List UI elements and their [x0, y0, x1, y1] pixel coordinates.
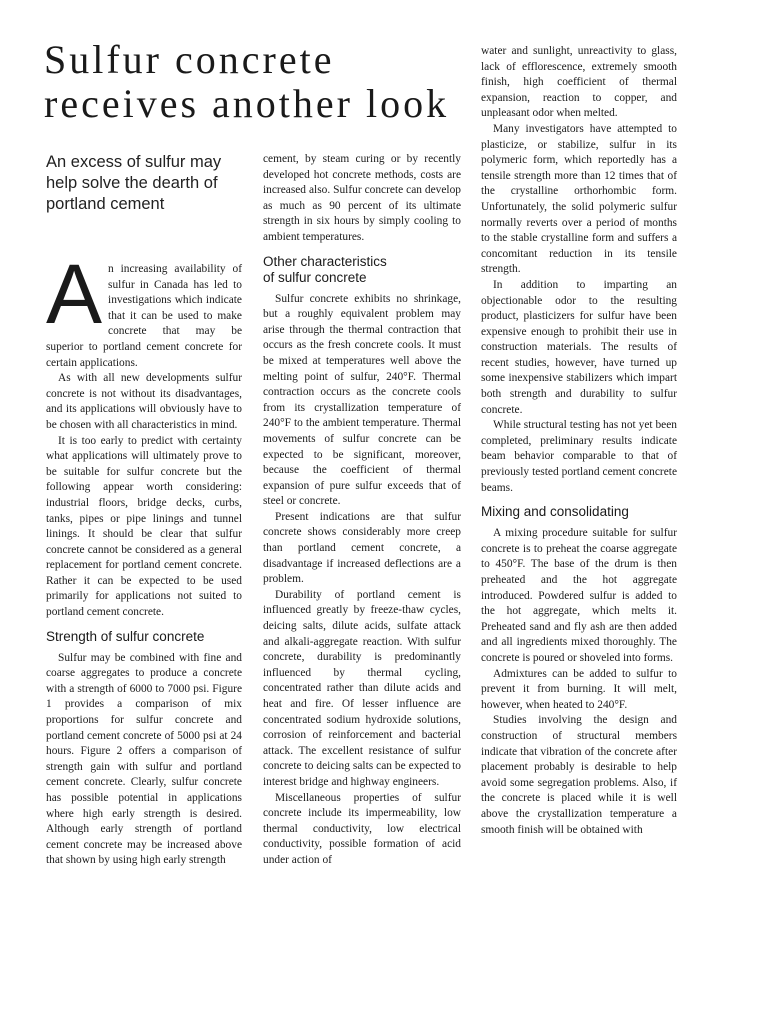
section-heading-strength: Strength of sulfur concrete [46, 628, 205, 644]
intro-paragraph [46, 247, 242, 371]
intro-text: n increasing availability of sulfur in Canada has led to investigations which indicate that it can be used to make concrete that may be superior to portland cement concrete for certain applications. [46, 263, 242, 369]
heading-line: Other characteristics [263, 253, 387, 269]
body-paragraph-continued: water and sunlight, unreactivity to glass, lack of efflorescence, extremely smooth finish, high coefficient of thermal expansion, reaction to copper, and unpleasant odor when melted. [481, 45, 677, 120]
drop-cap: A [46, 247, 103, 341]
column-3 [481, 44, 677, 838]
column-2 [263, 152, 461, 869]
body-paragraph: Studies involving the design and construction of structural members indicate that vibration of the concrete after placement probably is desirable to help avoid some segregation problems. Also, if the concrete is placed while it is well above the crystallization temperature a smooth finish will be obtained with [481, 714, 677, 836]
title-line-1: Sulfur concrete [44, 37, 335, 82]
column-1 [46, 247, 242, 869]
body-paragraph: Admixtures can be added to sulfur to prevent it from burning. It will melt, however, when heated to 240°F. [481, 667, 677, 711]
body-paragraph: It is too early to predict with certainty what applications will ultimately prove to be suitable for sulfur concrete but the following appear worth considering: industrial floors, bridge decks, curbs, tanks, pipes or pipe linings and tunnel linings. It should be clear that sulfur concrete cannot be considered as a general replacement for portland cement concrete. Rather it can be expected to be used primarily for applications not suited to portland cement concrete. [46, 434, 242, 619]
article-title [44, 38, 484, 126]
body-paragraph: Present indications are that sulfur concrete shows considerably more creep than portland cement concrete, a disadvantage if increased deflections are a problem. [263, 510, 461, 586]
body-paragraph: As with all new developments sulfur concrete is not without its disadvantages, and its applications will obviously have to be chosen with all characteristics in mind. [46, 372, 242, 431]
heading-line: of sulfur concrete [263, 269, 367, 285]
body-paragraph: Durability of portland cement is influenced greatly by freeze-thaw cycles, deicing salts, dilute acids, sulfate attack and alkali-aggregate reaction. With sulfur concrete, durability is predominantly influenced by thermal cycling, concentrated rather than dilute acids and heat and fire. Of lesser influence are concentrated sodium hydroxide solutions, corrosion of reinforcement and bacterial attack. The excellent resistance of sulfur concrete to deicing salts can be expected to interest bridge and highway engineers. [263, 588, 461, 788]
section-heading-other [263, 254, 461, 286]
body-paragraph: Many investigators have attempted to plasticize, or stabilize, sulfur in its polymeric form, which reportedly has a tensile strength more than 12 times that of the crystalline orthorhombic form. Unfortunately, the solid polymeric sulfur normally reverts over a period of months to the stable crystalline form and suffers a concomitant reduction in its tensile strength. [481, 122, 677, 276]
title-line-2: receives another look [44, 81, 450, 126]
body-paragraph-continued: cement, by steam curing or by recently developed hot concrete methods, costs are increased also. Sulfur concrete can develop as much as 90 percent of its ultimate strength in six hours by simply cooling to ambient temperatures. [263, 153, 461, 243]
section-heading-mixing: Mixing and consolidating [481, 504, 629, 520]
body-paragraph: While structural testing has not yet been completed, preliminary results indicate beam behavior comparable to that of previously tested portland cement concrete beams. [481, 419, 677, 494]
article-deck: An excess of sulfur may help solve the dearth of portland cement [46, 153, 222, 213]
body-paragraph: Sulfur concrete exhibits no shrinkage, but a roughly equivalent problem may arise through the thermal contraction that occurs as the fresh concrete cools. It must be mixed at temperatures well above the melting point of sulfur, 240°F. Thermal contraction occurs as the concrete cools from its crystallization temperature of 240°F to the ambient temperature. Thermal movements of sulfur concrete can be expected to be significant, moreover, because the coefficient of thermal expansion of pure sulfur exceeds that of steel or concrete. [263, 292, 461, 508]
body-paragraph: Miscellaneous properties of sulfur concrete include its impermeability, low thermal conductivity, low electrical conductivity, possible formation of acid under action of [263, 791, 461, 866]
body-paragraph: A mixing procedure suitable for sulfur concrete is to preheat the coarse aggregate to 450°F. The base of the drum is then preheated and the hot aggregate introduced. Powdered sulfur is added to the hot aggregate, which melts it. Preheated sand and fly ash are then added and all ingredients mixed thoroughly. The concrete is poured or shoveled into forms. [481, 527, 677, 664]
body-paragraph: Sulfur may be combined with fine and coarse aggregates to produce a concrete with a strength of 6000 to 7000 psi. Figure 1 provides a comparison of mix proportions for sulfur concrete and portland cement concrete of 5000 psi at 24 hours. Figure 2 offers a comparison of strength gain with sulfur and portland cement concrete. Clearly, sulfur concrete has possible potential in applications where high early strength is desired. Although early strength of portland cement concrete may be increased above that shown by using high early strength [46, 651, 242, 867]
body-paragraph: In addition to imparting an objectionable odor to the resulting product, plasticizers for sulfur have been expensive enough to prohibit their use in construction materials. The results of recent studies, however, have turned up some inexpensive stabilizers which impart both strength and durability to sulfur concrete. [481, 278, 677, 416]
